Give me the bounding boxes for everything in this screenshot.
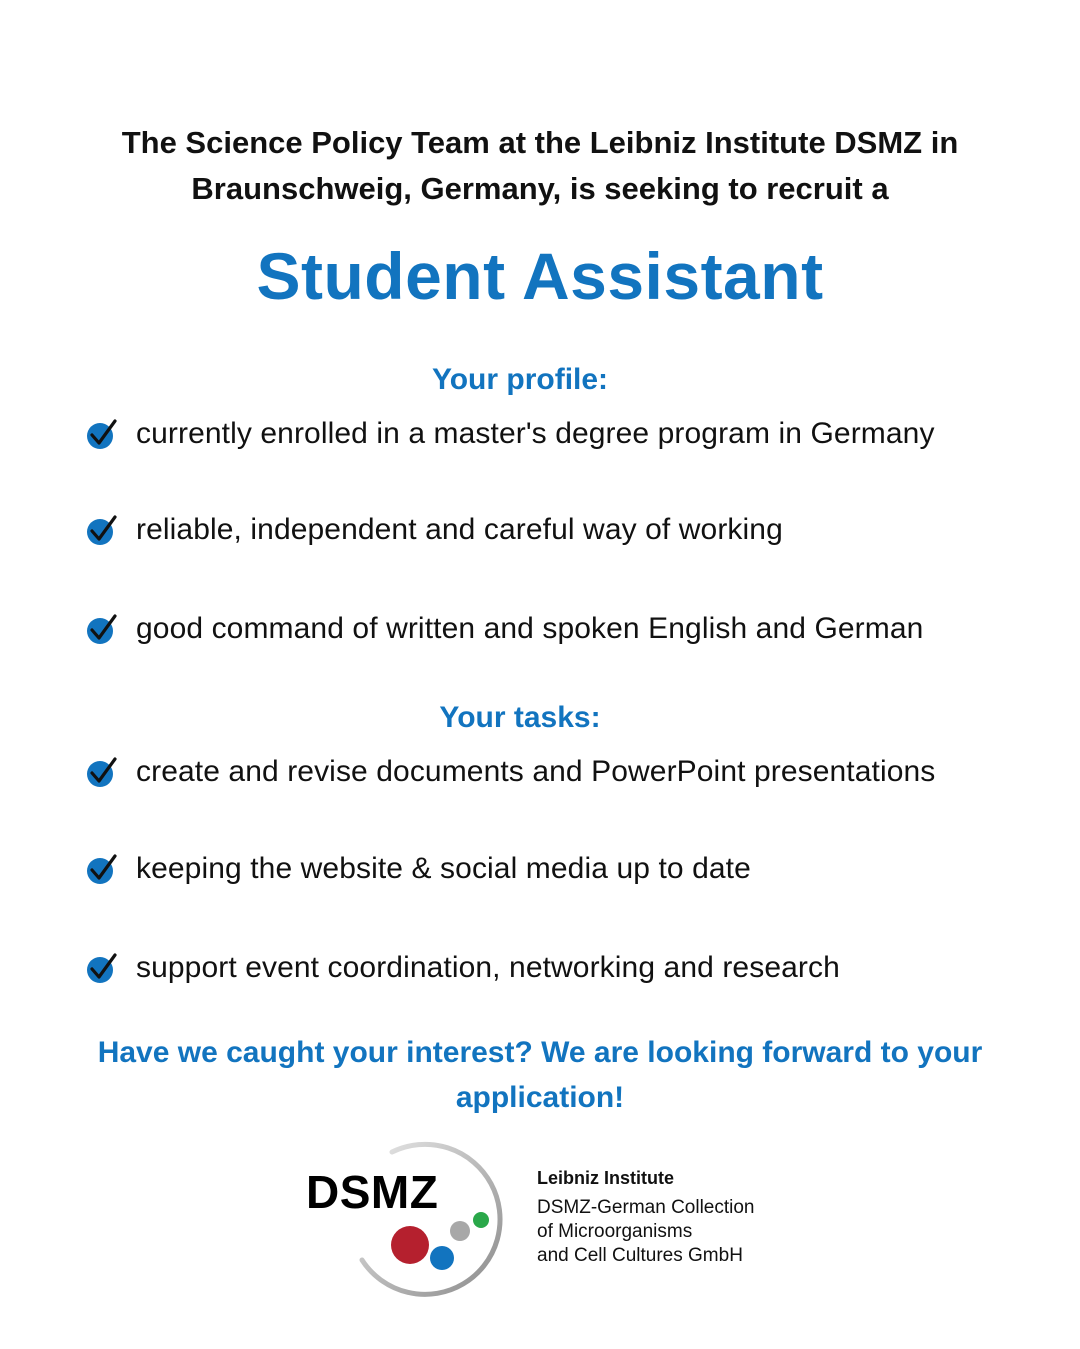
check-circle-icon [84, 950, 120, 986]
profile-item-text: currently enrolled in a master's degree program in Germany [136, 417, 935, 450]
dot-red-icon [391, 1226, 429, 1264]
check-circle-icon [84, 851, 120, 887]
dot-green-icon [473, 1212, 489, 1228]
dot-grey-icon [450, 1221, 470, 1241]
profile-item [84, 506, 1044, 554]
check-circle-icon [84, 512, 120, 548]
task-item-text: keeping the website & social media up to date [136, 852, 751, 885]
task-item [84, 845, 1044, 893]
check-circle-icon [84, 611, 120, 647]
institute-line: DSMZ-German Collection [537, 1197, 755, 1218]
tasks-title: Your tasks: [439, 701, 601, 734]
check-circle-icon [84, 754, 120, 790]
headline: Student Assistant [256, 239, 824, 313]
profile-title: Your profile: [431, 363, 609, 396]
institute-title: Leibniz Institute [537, 1168, 674, 1188]
logo-wordmark: DSMZ [306, 1166, 439, 1218]
profile-item-text: reliable, independent and careful way of working [136, 513, 783, 546]
intro-text: The Science Policy Team at the Leibniz Institute DSMZ in Braunschweig, Germany, is seeking to recruit a [121, 125, 959, 206]
closing-text: Have we caught your interest? We are looking forward to your application! [97, 1036, 983, 1114]
institute-line: of Microorganisms [537, 1221, 693, 1242]
institute-line: and Cell Cultures GmbH [537, 1245, 743, 1266]
profile-item-text: good command of written and spoken English and German [136, 612, 924, 645]
dot-blue-icon [430, 1246, 454, 1270]
institute-info [537, 1166, 837, 1268]
profile-item [84, 605, 1044, 653]
task-item-text: create and revise documents and PowerPoint presentations [136, 755, 936, 788]
task-item-text: support event coordination, networking and research [136, 951, 840, 984]
check-circle-icon [84, 416, 120, 452]
task-item [84, 748, 1044, 796]
profile-item [84, 410, 1044, 458]
task-item [84, 944, 1044, 992]
dsmz-logo [300, 1130, 520, 1300]
